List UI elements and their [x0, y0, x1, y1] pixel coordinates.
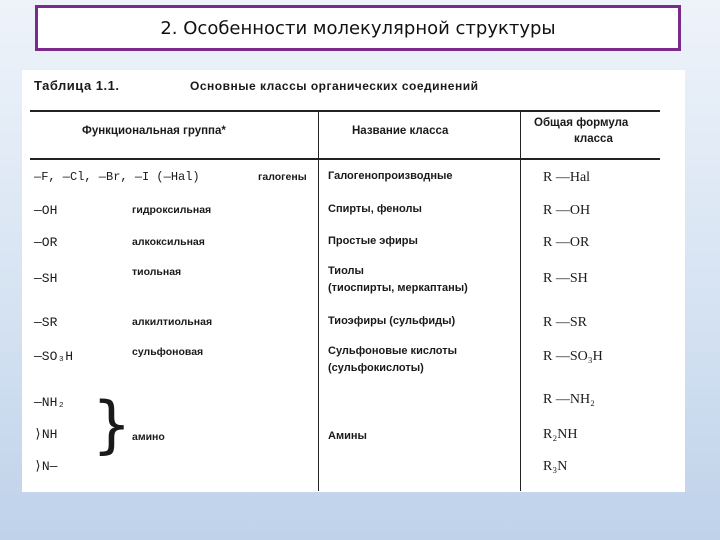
- row-alkylthiol-group: —SR: [34, 315, 58, 330]
- table-caption-title: Основные классы органических соединений: [190, 79, 479, 93]
- header-formula-line2: класса: [574, 133, 613, 145]
- row-alkylthiol-formula: R —SR: [543, 315, 587, 330]
- header-formula-line1: Общая формула: [534, 117, 629, 129]
- row-sulfonic-group: —SO₃H: [34, 349, 74, 364]
- row-hydroxyl-name: гидроксильная: [132, 204, 212, 216]
- row-sulfonic-class-line1: Сульфоновые кислоты: [328, 345, 458, 357]
- column-divider-2: [520, 111, 521, 491]
- header-group: Функциональная группа*: [82, 125, 226, 137]
- table-top-rule: [30, 110, 660, 112]
- row-thiol-group: —SH: [34, 271, 58, 286]
- row-alkoxyl-formula: R —OR: [543, 235, 590, 250]
- amino-formula-tertiary: R₃N: [543, 459, 568, 474]
- row-sulfonic-class-line2: (сульфокислоты): [328, 362, 424, 374]
- scanned-table: [22, 70, 685, 492]
- row-alkoxyl-group: —OR: [34, 235, 58, 250]
- header-class: Название класса: [352, 125, 449, 137]
- amino-group-primary: —NH₂: [34, 395, 66, 410]
- row-thiol-formula: R —SH: [543, 271, 588, 286]
- amino-formula-secondary: R₂NH: [543, 427, 578, 442]
- row-sulfonic-formula: R —SO₃H: [543, 349, 603, 364]
- amino-class-name: Амины: [328, 430, 367, 442]
- row-alkylthiol-name: алкилтиольная: [132, 316, 213, 328]
- table-caption-label: Таблица 1.1.: [34, 78, 120, 93]
- row-halogen-class: Галогенопроизводные: [328, 170, 453, 182]
- row-thiol-class-line1: Тиолы: [328, 265, 364, 277]
- amino-formula-primary: R —NH₂: [543, 392, 595, 407]
- column-divider-1: [318, 111, 319, 491]
- slide-title-box: [35, 5, 681, 51]
- row-thiol-name: тиольная: [132, 266, 182, 278]
- amino-brace: }: [92, 388, 132, 461]
- row-halogen-name: галогены: [258, 171, 307, 183]
- row-alkoxyl-class: Простые эфиры: [328, 235, 418, 247]
- amino-group-name: амино: [132, 431, 165, 443]
- amino-group-secondary: ⟩NH: [34, 427, 58, 442]
- row-hydroxyl-class: Спирты, фенолы: [328, 203, 422, 215]
- row-hydroxyl-formula: R —OH: [543, 203, 591, 218]
- row-thiol-class-line2: (тиоспирты, меркаптаны): [328, 282, 468, 294]
- table-header-rule: [30, 158, 660, 160]
- row-sulfonic-name: сульфоновая: [132, 346, 204, 358]
- row-hydroxyl-group: —OH: [34, 203, 58, 218]
- row-halogen-formula: R —Hal: [543, 170, 591, 185]
- row-alkylthiol-class: Тиоэфиры (сульфиды): [328, 315, 456, 327]
- slide-title: 2. Особенности молекулярной структуры: [160, 17, 556, 39]
- row-halogen-group: —F, —Cl, —Br, —I (—Hal): [34, 170, 200, 184]
- row-alkoxyl-name: алкоксильная: [132, 236, 205, 248]
- amino-group-tertiary: ⟩N—: [34, 459, 58, 474]
